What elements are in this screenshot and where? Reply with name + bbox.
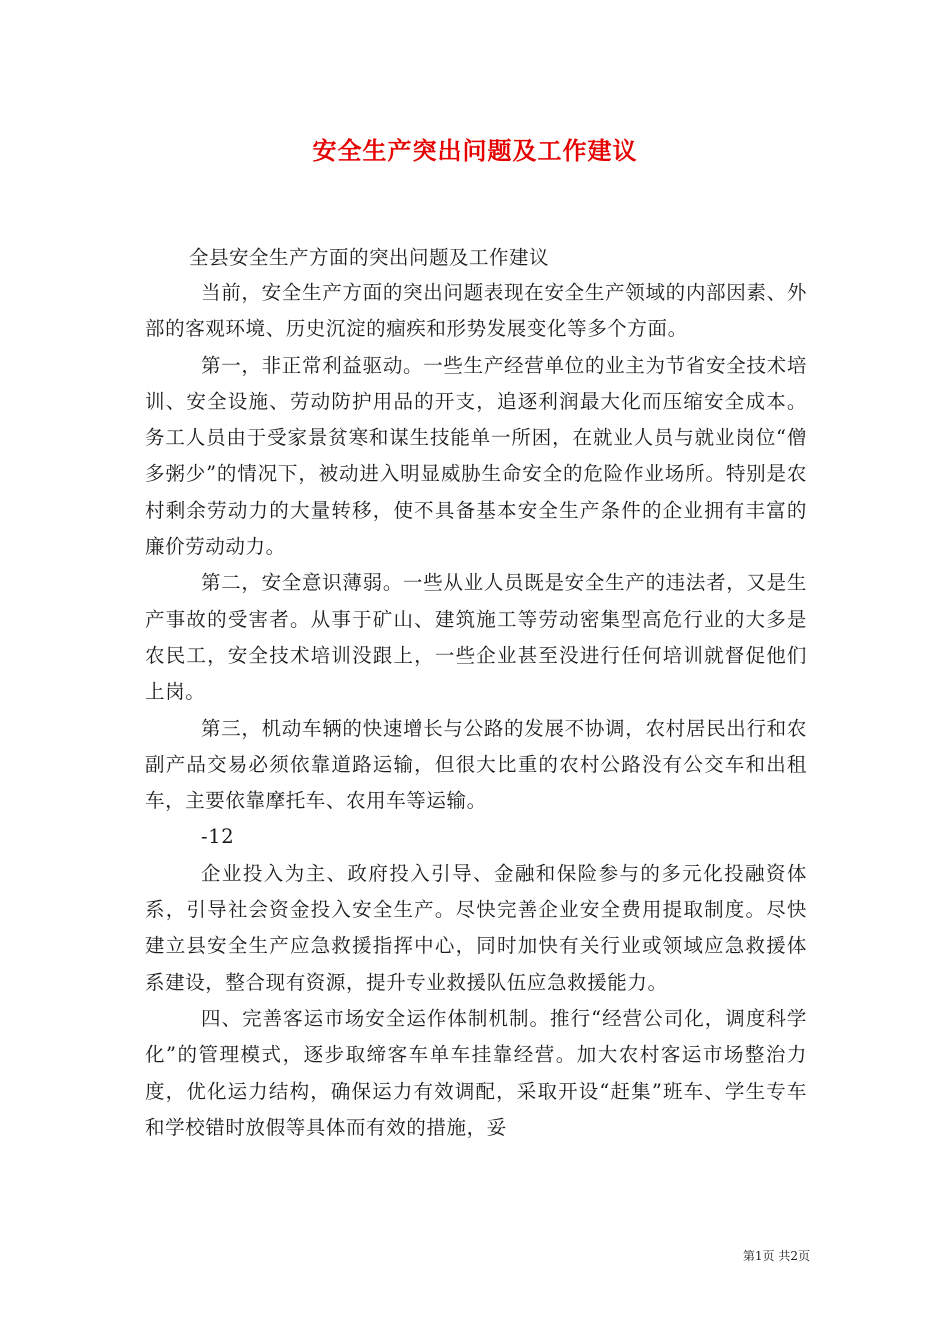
paragraph-first-point: 第一，非正常利益驱动。一些生产经营单位的业主为节省安全技术培训、安全设施、劳动防护用品的开支，追逐利润最大化而压缩安全成本。务工人员由于受家景贫寒和谋生技能单一所困，在就业人员与就业岗位“僧多粥少”的情况下，被动进入明显威胁生命安全的危险作业场所。特别是农村剩余劳动力的大量转移，使不具备基本安全生产条件的企业拥有丰富的廉价劳动动力。 [145,353,807,559]
paragraph-third-point: 第三，机动车辆的快速增长与公路的发展不协调，农村居民出行和农副产品交易必须依靠道路运输，但很大比重的农村公路没有公交车和出租车，主要依靠摩托车、农用车等运输。 [145,716,807,813]
paragraph-investment: 企业投入为主、政府投入引导、金融和保险参与的多元化投融资体系，引导社会资金投入安全生产。尽快完善企业安全费用提取制度。尽快建立县安全生产应急救援指挥中心，同时加快有关行业或领域应急救援体系建设，整合现有资源，提升专业救援队伍应急救援能力。 [145,861,807,994]
paragraph-fourth-point: 四、完善客运市场安全运作体制机制。推行“经营公司化，调度科学化”的管理模式，逐步取缔客车单车挂靠经营。加大农村客运市场整治力度，优化运力结构，确保运力有效调配，采取开设“赶集”班车、学生专车和学校错时放假等具体而有效的措施，妥 [145,1006,807,1139]
paragraph-page-marker: -12 [201,825,235,849]
paragraph-intro: 当前，安全生产方面的突出问题表现在安全生产领域的内部因素、外部的客观环境、历史沉淀的痼疾和形势发展变化等多个方面。 [145,281,807,341]
document-subheading: 全县安全生产方面的突出问题及工作建议 [189,246,550,269]
document-title: 安全生产突出问题及工作建议 [312,136,638,165]
document-body [145,240,807,1146]
paragraph-second-point: 第二，安全意识薄弱。一些从业人员既是安全生产的违法者，又是生产事故的受害者。从事于矿山、建筑施工等劳动密集型高危行业的大多是农民工，安全技术培训没跟上，一些企业甚至没进行任何培训就督促他们上岗。 [145,571,807,704]
page-number-footer: 第1页 共2页 [742,1249,810,1263]
